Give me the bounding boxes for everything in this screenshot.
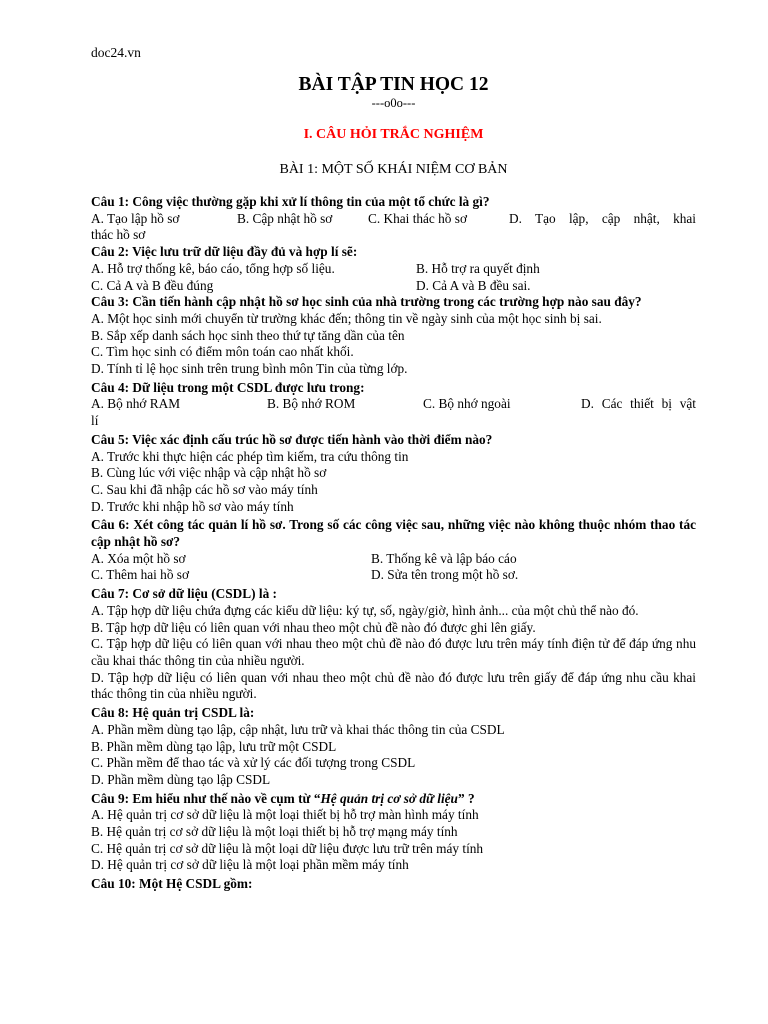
option-d: D. Phần mềm dùng tạo lập CSDL — [91, 771, 271, 787]
option-a: A. Hỗ trợ thống kê, báo cáo, tổng hợp số liệu. — [91, 260, 335, 276]
option-d: D. Cả A và B đều sai. — [416, 277, 531, 293]
option-d: D. Tập hợp dữ liệu có liên quan với nhau theo một chủ đề nào đó được lưu trên giấy để đáp ứng nhu cầu khai thác thông tin của nhiều người. — [91, 669, 696, 702]
option-a: A. Trước khi thực hiện các phép tìm kiếm, tra cứu thông tin — [91, 448, 409, 464]
question-6-options-row-2 — [91, 567, 696, 584]
option-b: B. Hệ quản trị cơ sở dữ liệu là một loại thiết bị hỗ trợ mạng máy tính — [91, 824, 458, 840]
question-6: Câu 6: Xét công tác quản lí hồ sơ. Trong số các công việc sau, những việc nào không thuộc nhóm thao tác cập nhật hồ sơ? — [91, 517, 696, 550]
question-4: Câu 4: Dữ liệu trong một CSDL được lưu trong: — [91, 379, 365, 395]
question-10: Câu 10: Một Hệ CSDL gồm: — [91, 876, 253, 892]
option-a: A. Một học sinh mới chuyển từ trường khác đến; thông tin về ngày sinh của một học sinh bị sai. — [91, 310, 602, 326]
option-d: D. Tính tỉ lệ học sinh trên trung bình môn Tin của từng lớp. — [91, 361, 408, 377]
option-b: B. Cùng lúc với việc nhập và cập nhật hồ sơ — [91, 465, 327, 481]
option-b: B. Bộ nhớ ROM — [267, 396, 356, 412]
option-b: B. Sắp xếp danh sách học sinh theo thứ tự tăng dần của tên — [91, 327, 405, 343]
question-7: Câu 7: Cơ sở dữ liệu (CSDL) là : — [91, 586, 277, 602]
document-title: BÀI TẬP TIN HỌC 12 — [298, 74, 489, 95]
question-1: Câu 1: Công việc thường gặp khi xử lí thông tin của một tổ chức là gì? — [91, 194, 490, 209]
option-a: A. Tạo lập hồ sơ — [91, 210, 180, 226]
question-5: Câu 5: Việc xác định cấu trúc hồ sơ được tiến hành vào thời điểm nào? — [91, 431, 493, 447]
option-d: D. Sửa tên trong một hồ sơ. — [371, 567, 519, 583]
lesson-heading: BÀI 1: MỘT SỐ KHÁI NIỆM CƠ BẢN — [279, 162, 508, 177]
question-9-term: Hệ quản trị cơ sở dữ liệu — [320, 790, 458, 806]
question-6-options-row-1 — [91, 551, 696, 568]
option-d: D. Hệ quản trị cơ sở dữ liệu là một loại phần mềm máy tính — [91, 857, 409, 873]
option-a: A. Phần mềm dùng tạo lập, cập nhật, lưu trữ và khai thác thông tin của CSDL — [91, 721, 505, 737]
option-c: C. Phần mềm để thao tác và xử lý các đối tượng trong CSDL — [91, 755, 416, 771]
option-c: C. Tập hợp dữ liệu có liên quan với nhau theo một chủ đề nào đó được lưu trên máy tính điện tử để đáp ứng nhu cầu khai thác thông tin của nhiều người. — [91, 636, 696, 668]
option-d-continued: thác hồ sơ — [91, 227, 146, 243]
option-d: D. Các thiết bị vật — [581, 396, 696, 412]
question-9 — [91, 791, 696, 808]
option-c: C. Hệ quản trị cơ sở dữ liệu là một loại dữ liệu được lưu trữ trên máy tính — [91, 840, 484, 856]
option-c: C. Bộ nhớ ngoài — [423, 396, 511, 412]
option-b: B. Tập hợp dữ liệu có liên quan với nhau theo một chủ đề nào đó được ghi lên giấy. — [91, 619, 536, 635]
question-9-prefix: Câu 9: Em hiểu như thế nào về cụm từ “ — [91, 790, 321, 806]
option-b: B. Thống kê và lập báo cáo — [371, 550, 517, 566]
section-heading: I. CÂU HỎI TRẮC NGHIỆM — [303, 127, 484, 142]
option-c: C. Khai thác hồ sơ — [368, 210, 467, 226]
question-1-options — [91, 211, 696, 228]
title-ornament: ---o0o--- — [371, 96, 416, 110]
option-d-continued: lí — [91, 413, 99, 429]
option-d: D. Tạo lập, cập nhật, khai — [509, 210, 696, 226]
question-9-suffix: ” ? — [457, 790, 475, 806]
question-2: Câu 2: Việc lưu trữ dữ liệu đầy đủ và hợp lí sẽ: — [91, 244, 358, 260]
option-c: C. Thêm hai hồ sơ — [91, 567, 190, 583]
option-b: B. Phần mềm dùng tạo lập, lưu trữ một CSDL — [91, 738, 337, 754]
option-b: B. Hỗ trợ ra quyết định — [416, 260, 540, 276]
option-d: D. Trước khi nhập hồ sơ vào máy tính — [91, 498, 294, 514]
option-a: A. Tập hợp dữ liệu chứa đựng các kiểu dữ liệu: ký tự, số, ngày/giờ, hình ảnh... của một chủ thể nào đó. — [91, 602, 639, 618]
question-2-options-row-1 — [91, 261, 696, 278]
option-c: C. Cả A và B đều đúng — [91, 277, 214, 293]
question-4-options — [91, 396, 696, 413]
option-b: B. Cập nhật hồ sơ — [237, 210, 333, 226]
option-a: A. Hệ quản trị cơ sở dữ liệu là một loại thiết bị hỗ trợ màn hình máy tính — [91, 807, 479, 823]
option-a: A. Xóa một hồ sơ — [91, 550, 186, 566]
question-2-options-row-2 — [91, 278, 696, 295]
question-3: Câu 3: Cần tiến hành cập nhật hồ sơ học sinh của nhà trường trong các trường hợp nào sau đây? — [91, 294, 642, 310]
question-list — [91, 194, 696, 893]
option-c: C. Sau khi đã nhập các hồ sơ vào máy tính — [91, 481, 318, 497]
option-c: C. Tìm học sinh có điểm môn toán cao nhất khối. — [91, 344, 354, 360]
site-label: doc24.vn — [91, 45, 141, 60]
question-8: Câu 8: Hệ quản trị CSDL là: — [91, 705, 255, 721]
option-a: A. Bộ nhớ RAM — [91, 396, 181, 412]
